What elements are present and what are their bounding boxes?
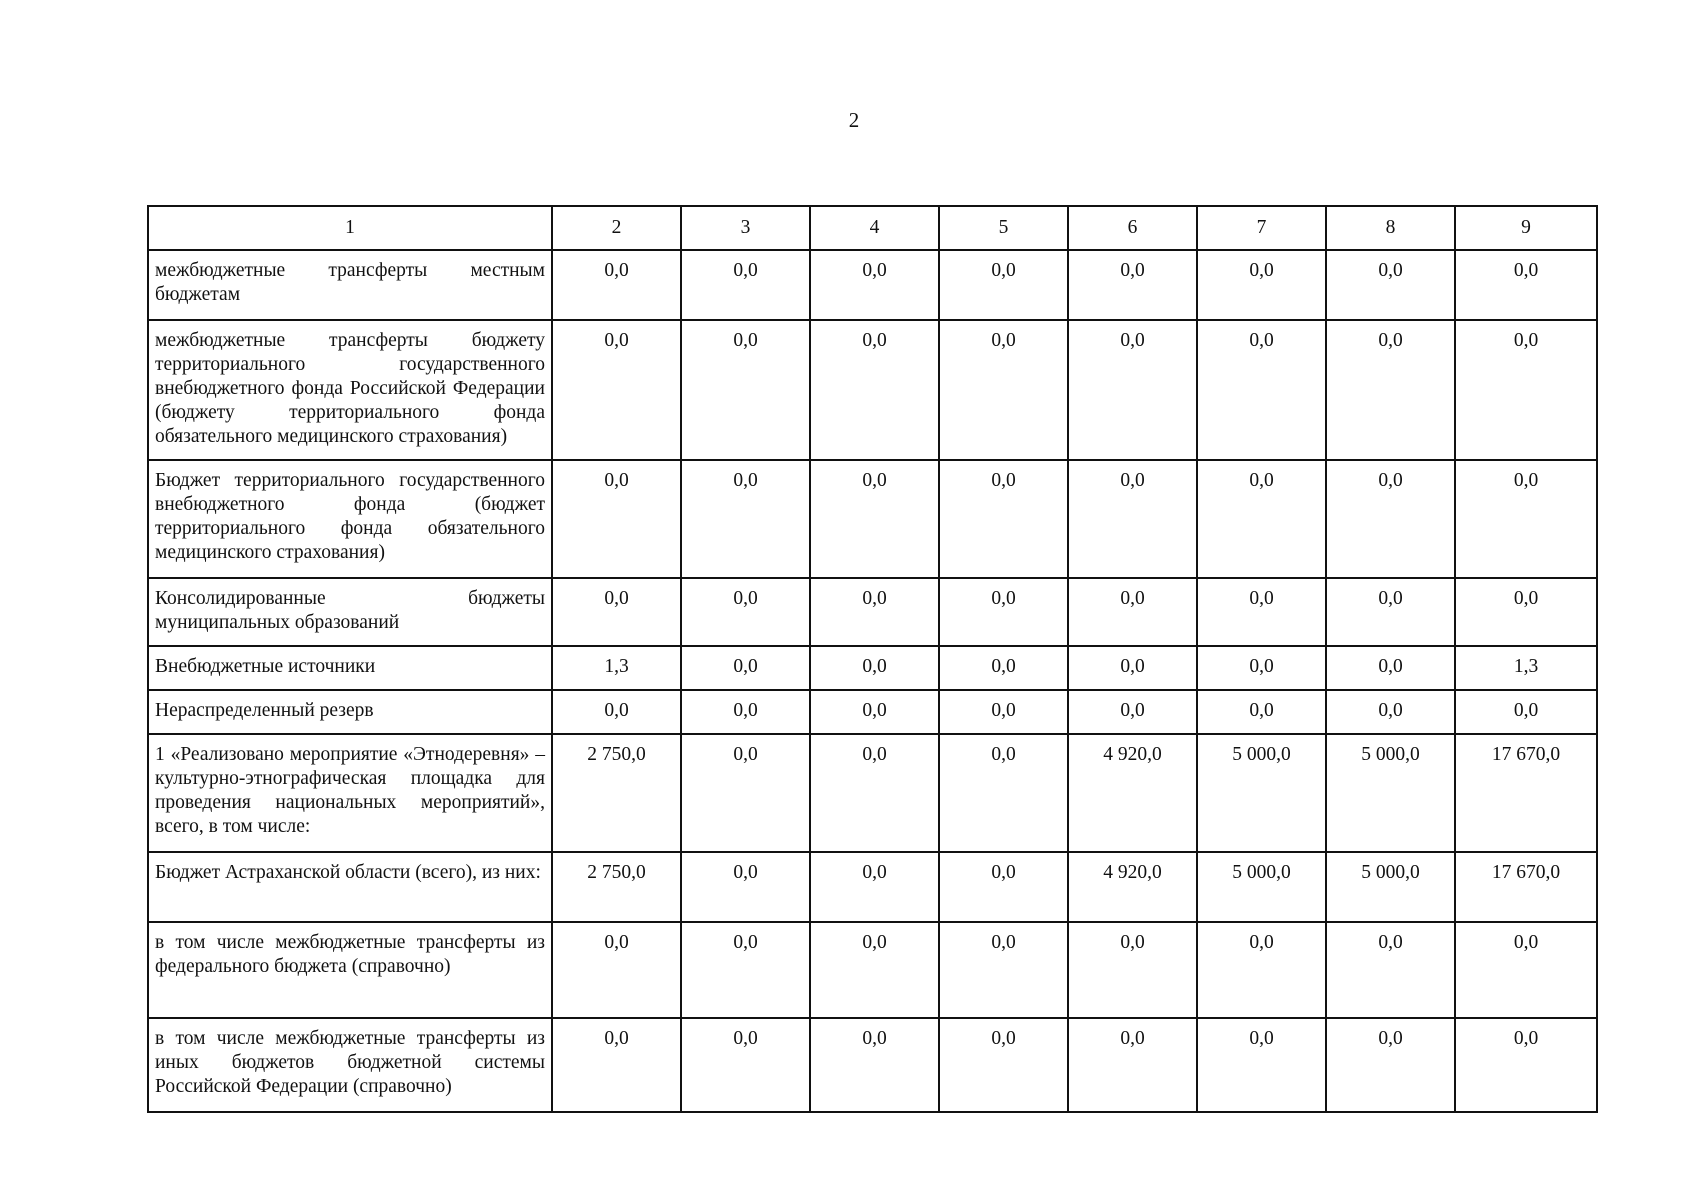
row-value: 0,0 xyxy=(681,922,810,1018)
budget-table xyxy=(147,205,1598,1113)
column-header: 1 xyxy=(148,206,552,250)
row-value: 0,0 xyxy=(1326,460,1455,578)
row-value: 0,0 xyxy=(1326,646,1455,690)
row-value: 0,0 xyxy=(810,690,939,734)
row-value: 0,0 xyxy=(1197,1018,1326,1112)
row-value: 17 670,0 xyxy=(1455,852,1597,922)
row-label: Бюджет Астраханской области (всего), из них: xyxy=(148,852,552,922)
row-value: 0,0 xyxy=(1326,922,1455,1018)
row-value: 0,0 xyxy=(552,250,681,320)
row-value: 0,0 xyxy=(939,690,1068,734)
column-header: 8 xyxy=(1326,206,1455,250)
table-row xyxy=(148,922,1597,1018)
column-header: 6 xyxy=(1068,206,1197,250)
row-value: 0,0 xyxy=(1197,320,1326,460)
row-value: 0,0 xyxy=(1197,460,1326,578)
row-value: 5 000,0 xyxy=(1197,852,1326,922)
row-value: 0,0 xyxy=(810,646,939,690)
row-value: 0,0 xyxy=(552,460,681,578)
row-value: 0,0 xyxy=(1197,250,1326,320)
row-label: Бюджет территориального государственного внебюджетного фонда (бюджет территориального фонда обязательного медицинского страхования) xyxy=(148,460,552,578)
row-value: 0,0 xyxy=(681,690,810,734)
row-value: 0,0 xyxy=(1455,460,1597,578)
row-value: 0,0 xyxy=(810,922,939,1018)
row-value: 0,0 xyxy=(1455,250,1597,320)
page-number: 2 xyxy=(848,108,860,132)
row-value: 0,0 xyxy=(810,460,939,578)
table-row xyxy=(148,1018,1597,1112)
column-header: 9 xyxy=(1455,206,1597,250)
column-header: 2 xyxy=(552,206,681,250)
row-value: 0,0 xyxy=(939,646,1068,690)
row-value: 2 750,0 xyxy=(552,734,681,852)
row-value: 0,0 xyxy=(1068,460,1197,578)
row-value: 1,3 xyxy=(552,646,681,690)
row-label: межбюджетные трансферты бюджету территориального государственного внебюджетного фонда Российской Федерации (бюджету территориального фонда обязательного медицинского страхования) xyxy=(148,320,552,460)
row-value: 0,0 xyxy=(552,578,681,646)
row-value: 5 000,0 xyxy=(1326,734,1455,852)
row-value: 0,0 xyxy=(1197,922,1326,1018)
row-value: 0,0 xyxy=(1068,320,1197,460)
table-row xyxy=(148,646,1597,690)
row-label: межбюджетные трансферты местным бюджетам xyxy=(148,250,552,320)
row-value: 0,0 xyxy=(810,250,939,320)
row-value: 2 750,0 xyxy=(552,852,681,922)
table-row xyxy=(148,578,1597,646)
row-value: 5 000,0 xyxy=(1326,852,1455,922)
row-value: 0,0 xyxy=(1326,690,1455,734)
row-value: 0,0 xyxy=(810,320,939,460)
row-label: 1 «Реализовано мероприятие «Этнодеревня» – культурно-этнографическая площадка для проведения национальных мероприятий», всего, в том числе: xyxy=(148,734,552,852)
row-value: 0,0 xyxy=(1326,578,1455,646)
row-value: 0,0 xyxy=(1455,320,1597,460)
row-value: 0,0 xyxy=(1197,578,1326,646)
row-value: 0,0 xyxy=(681,646,810,690)
row-value: 1,3 xyxy=(1455,646,1597,690)
row-value: 0,0 xyxy=(939,250,1068,320)
row-value: 0,0 xyxy=(810,1018,939,1112)
row-value: 0,0 xyxy=(1455,690,1597,734)
row-value: 0,0 xyxy=(1455,922,1597,1018)
row-value: 0,0 xyxy=(1326,250,1455,320)
row-value: 0,0 xyxy=(552,690,681,734)
row-value: 0,0 xyxy=(681,852,810,922)
column-header: 7 xyxy=(1197,206,1326,250)
column-header: 3 xyxy=(681,206,810,250)
row-value: 0,0 xyxy=(939,578,1068,646)
row-value: 0,0 xyxy=(1068,1018,1197,1112)
row-label: Внебюджетные источники xyxy=(148,646,552,690)
row-value: 0,0 xyxy=(681,460,810,578)
row-value: 0,0 xyxy=(1197,690,1326,734)
row-value: 0,0 xyxy=(681,1018,810,1112)
row-value: 0,0 xyxy=(681,250,810,320)
row-label: Консолидированные бюджеты муниципальных образований xyxy=(148,578,552,646)
row-value: 0,0 xyxy=(1455,1018,1597,1112)
table-row xyxy=(148,250,1597,320)
row-value: 0,0 xyxy=(939,320,1068,460)
table-row xyxy=(148,460,1597,578)
row-value: 0,0 xyxy=(552,320,681,460)
table-row xyxy=(148,734,1597,852)
column-header: 5 xyxy=(939,206,1068,250)
row-value: 0,0 xyxy=(939,460,1068,578)
table-row xyxy=(148,690,1597,734)
row-value: 0,0 xyxy=(1326,320,1455,460)
table-header-row xyxy=(148,206,1597,250)
row-value: 0,0 xyxy=(1068,250,1197,320)
row-value: 0,0 xyxy=(1326,1018,1455,1112)
row-value: 0,0 xyxy=(1068,922,1197,1018)
row-value: 0,0 xyxy=(681,578,810,646)
row-value: 0,0 xyxy=(552,922,681,1018)
row-value: 17 670,0 xyxy=(1455,734,1597,852)
row-label: в том числе межбюджетные трансферты из иных бюджетов бюджетной системы Российской Федерации (справочно) xyxy=(148,1018,552,1112)
row-value: 0,0 xyxy=(1068,690,1197,734)
row-value: 0,0 xyxy=(1455,578,1597,646)
row-label: Нераспределенный резерв xyxy=(148,690,552,734)
column-header: 4 xyxy=(810,206,939,250)
row-value: 0,0 xyxy=(810,578,939,646)
row-value: 0,0 xyxy=(939,734,1068,852)
row-value: 0,0 xyxy=(810,852,939,922)
row-value: 0,0 xyxy=(939,922,1068,1018)
row-value: 0,0 xyxy=(1068,578,1197,646)
row-label: в том числе межбюджетные трансферты из федерального бюджета (справочно) xyxy=(148,922,552,1018)
row-value: 0,0 xyxy=(810,734,939,852)
row-value: 5 000,0 xyxy=(1197,734,1326,852)
row-value: 0,0 xyxy=(681,320,810,460)
table-row xyxy=(148,852,1597,922)
row-value: 0,0 xyxy=(939,852,1068,922)
row-value: 0,0 xyxy=(552,1018,681,1112)
row-value: 0,0 xyxy=(1068,646,1197,690)
row-value: 4 920,0 xyxy=(1068,852,1197,922)
row-value: 0,0 xyxy=(681,734,810,852)
table-row xyxy=(148,320,1597,460)
row-value: 0,0 xyxy=(939,1018,1068,1112)
row-value: 0,0 xyxy=(1197,646,1326,690)
row-value: 4 920,0 xyxy=(1068,734,1197,852)
